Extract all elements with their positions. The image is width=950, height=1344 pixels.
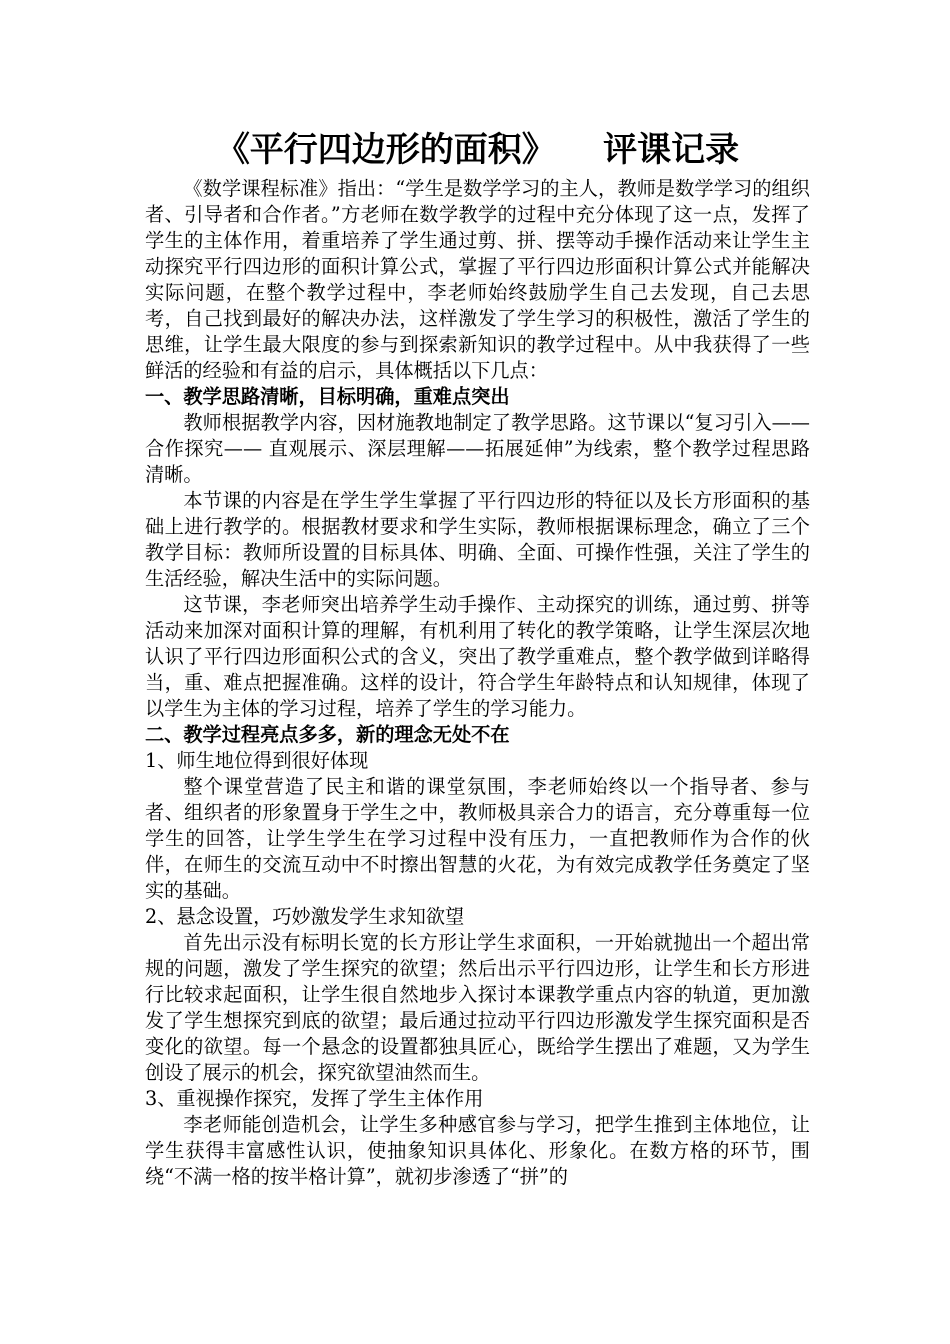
subheading-3: 3、重视操作探究，发挥了学生主体作用 bbox=[145, 1087, 484, 1110]
section-heading-2: 二、教学过程亮点多多，新的理念无处不在 bbox=[145, 723, 510, 746]
paragraph-3: 这节课，李老师突出培养学生动手操作、主动探究的训练，通过剪、拼等活动来加深对面积计算的理解，有机利用了转化的教学策略，让学生深层次地认识了平行四边形面积公式的含义，突出了教学重难点，整个教学做到详略得当，重、难点把握准确。这样的设计，符合学生年龄特点和认知规律，体现了以学生为主体的学习过程，培养了学生的学习能力。 bbox=[145, 593, 810, 720]
document-title: 《平行四边形的面积》 评课记录 bbox=[215, 130, 740, 170]
section-heading-1: 一、教学思路清晰，目标明确，重难点突出 bbox=[145, 385, 510, 408]
paragraph-4: 整个课堂营造了民主和谐的课堂氛围，李老师始终以一个指导者、参与者、组织者的形象置身于学生之中，教师极具亲合力的语言，充分尊重每一位学生的回答，让学生学生在学习过程中没有压力，一直把教师作为合作的伙伴，在师生的交流互动中不时擦出智慧的火花，为有效完成教学任务奠定了坚实的基础。 bbox=[145, 775, 810, 902]
paragraph-1: 教师根据教学内容，因材施教地制定了教学思路。这节课以“复习引入——合作探究—— 直观展示、深层理解——拓展延伸”为线索，整个教学过程思路清晰。 bbox=[145, 411, 810, 486]
subheading-2: 2、悬念设置，巧妙激发学生求知欲望 bbox=[145, 905, 465, 928]
paragraph-6: 李老师能创造机会，让学生多种感官参与学习，把学生推到主体地位，让学生获得丰富感性认识，使抽象知识具体化、形象化。在数方格的环节，围绕“不满一格的按半格计算”，就初步渗透了“拼”的 bbox=[145, 1113, 810, 1188]
paragraph-2: 本节课的内容是在学生学生掌握了平行四边形的特征以及长方形面积的基础上进行教学的。根据教材要求和学生实际，教师根据课标理念，确立了三个教学目标：教师所设置的目标具体、明确、全面、可操作性强，关注了学生的生活经验，解决生活中的实际问题。 bbox=[145, 489, 810, 590]
document-page bbox=[145, 128, 810, 1190]
paragraph-5: 首先出示没有标明长宽的长方形让学生求面积，一开始就抛出一个超出常规的问题，激发了学生探究的欲望；然后出示平行四边形，让学生和长方形进行比较求起面积，让学生很自然地步入探讨本课教学重点内容的轨道，更加激发了学生想探究到底的欲望；最后通过拉动平行四边形激发学生探究面积是否变化的欲望。每一个悬念的设置都独具匠心，既给学生摆出了难题，又为学生创设了展示的机会，探究欲望油然而生。 bbox=[145, 931, 810, 1084]
subheading-1: 1、师生地位得到很好体现 bbox=[145, 749, 369, 772]
intro-paragraph: 《数学课程标准》指出：“学生是数学学习的主人，教师是数学学习的组织者、引导者和合作者。”方老师在数学教学的过程中充分体现了这一点，发挥了学生的主体作用，着重培养了学生通过剪、拼、摆等动手操作活动来让学生主动探究平行四边形的面积计算公式，掌握了平行四边形面积计算公式并能解决实际问题，在整个教学过程中，李老师始终鼓励学生自己去发现，自己去思考，自己找到最好的解决办法，这样激发了学生学习的积极性，激活了学生的思维，让学生最大限度的参与到探索新知识的教学过程中。从中我获得了一些鲜活的经验和有益的启示，具体概括以下几点： bbox=[145, 177, 810, 382]
